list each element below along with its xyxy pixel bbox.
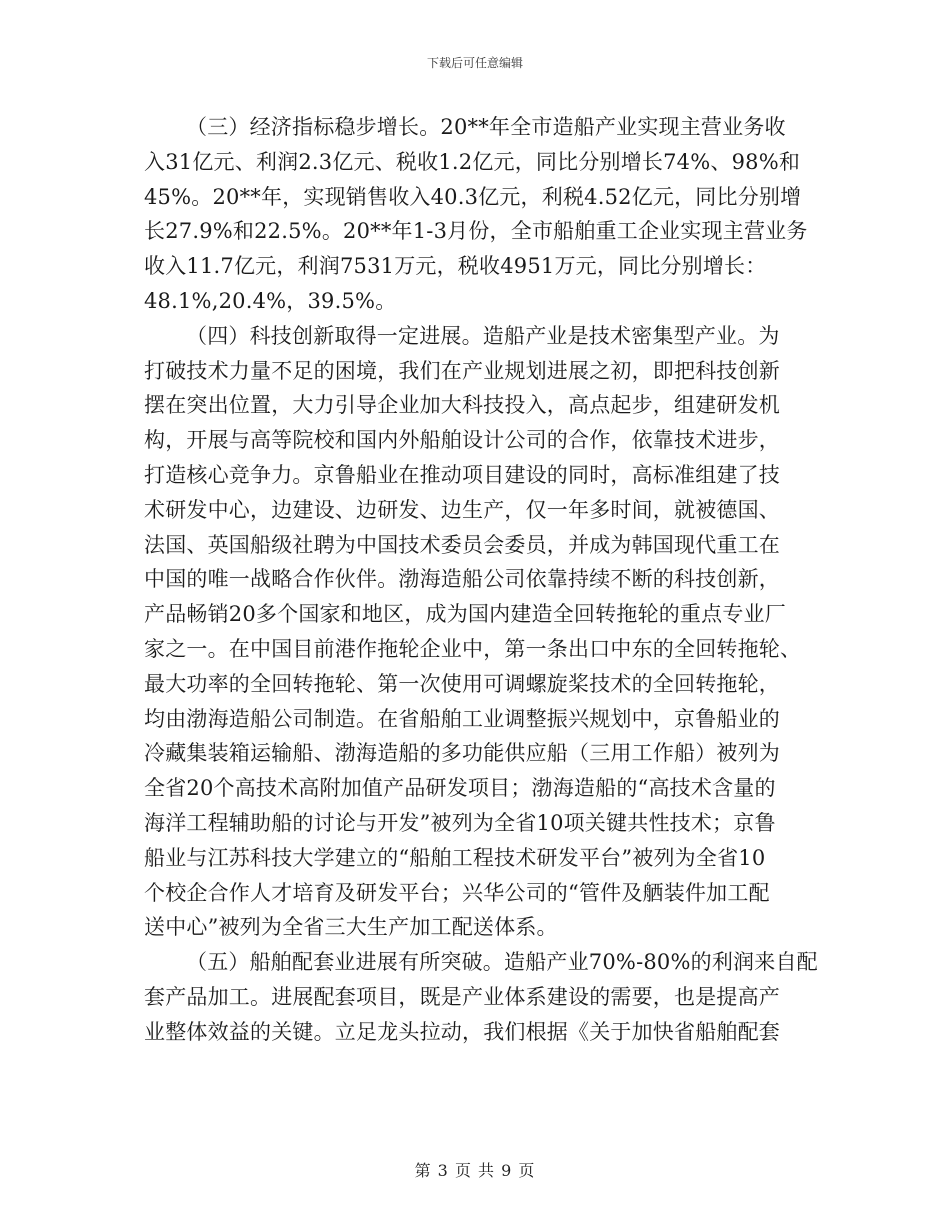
text-line: （三）经济指标稳步增长。20**年全市造船产业实现主营业务收 (186, 115, 786, 139)
document-body (144, 110, 818, 1050)
text-line: 术研发中心，边建设、边研发、边生产，仅一年多时间，就被德国、 (144, 497, 780, 522)
text-line: 个校企合作人才培育及研发平台；兴华公司的“管件及舾装件加工配 (144, 880, 770, 905)
text-line: 冷藏集装箱运输船、渤海造船的多功能供应船（三用工作船）被列为 (144, 741, 780, 766)
text-line: （五）船舶配套业进展有所突破。造船产业70%-80%的利润来自配 (186, 950, 818, 975)
text-line: 法国、英国船级社聘为中国技术委员会委员，并成为韩国现代重工在 (144, 532, 780, 557)
text-line: 中国的唯一战略合作伙伴。渤海造船公司依靠持续不断的科技创新， (144, 567, 780, 592)
text-line: 海洋工程辅助船的讨论与开发”被列为全省10项关键共性技术；京鲁 (144, 810, 776, 835)
text-line: 产品畅销20多个国家和地区，成为国内建造全回转拖轮的重点专业厂 (144, 602, 786, 627)
text-line: 船业与江苏科技大学建立的“船舶工程技术研发平台”被列为全省10 (144, 845, 766, 870)
text-line: （四）科技创新取得一定进展。造船产业是技术密集型产业。为 (186, 323, 780, 348)
text-line: 收入11.7亿元，利润7531万元，税收4951万元，同比分别增长： (144, 254, 767, 279)
text-line: 家之一。在中国目前港作拖轮企业中，第一条出口中东的全回转拖轮、 (144, 636, 802, 661)
paragraph-tech-innovation (144, 319, 812, 945)
page-number-footer: 第 3 页 共 9 页 (414, 1161, 536, 1180)
text-line: 45%。20**年，实现销售收入40.3亿元，利税4.52亿元，同比分别增 (144, 184, 802, 209)
text-line: 套产品加工。进展配套项目，既是产业体系建设的需要，也是提高产 (144, 984, 780, 1009)
paragraph-ship-supporting-industry (144, 945, 818, 1049)
paragraph-economic-indicators (144, 110, 812, 319)
text-line: 摆在突出位置，大力引导企业加大科技投入，高点起步，组建研发机 (144, 393, 780, 418)
text-line: 打造核心竞争力。京鲁船业在推动项目建设的同时，高标准组建了技 (144, 462, 780, 487)
text-line: 送中心”被列为全省三大生产加工配送体系。 (144, 915, 558, 940)
page-header: 下载后可任意编辑 (426, 56, 523, 70)
text-line: 均由渤海造船公司制造。在省船舶工业调整振兴规划中，京鲁船业的 (144, 706, 780, 731)
text-line: 48.1%,20.4%，39.5%。 (144, 288, 397, 313)
text-line: 全省20个高技术高附加值产品研发项目；渤海造船的“高技术含量的 (144, 776, 776, 801)
text-line: 入31亿元、利润2.3亿元、税收1.2亿元，同比分别增长74%、98%和 (144, 149, 801, 174)
text-line: 打破技术力量不足的困境，我们在产业规划进展之初，即把科技创新 (144, 358, 780, 383)
text-line: 最大功率的全回转拖轮、第一次使用可调螺旋桨技术的全回转拖轮， (144, 671, 780, 696)
text-line: 长27.9%和22.5%。20**年1-3月份，全市船舶重工企业实现主营业务 (144, 219, 808, 244)
text-line: 构，开展与高等院校和国内外船舶设计公司的合作，依靠技术进步， (144, 428, 780, 453)
text-line: 业整体效益的关键。立足龙头拉动，我们根据《关于加快省船舶配套 (144, 1019, 780, 1044)
